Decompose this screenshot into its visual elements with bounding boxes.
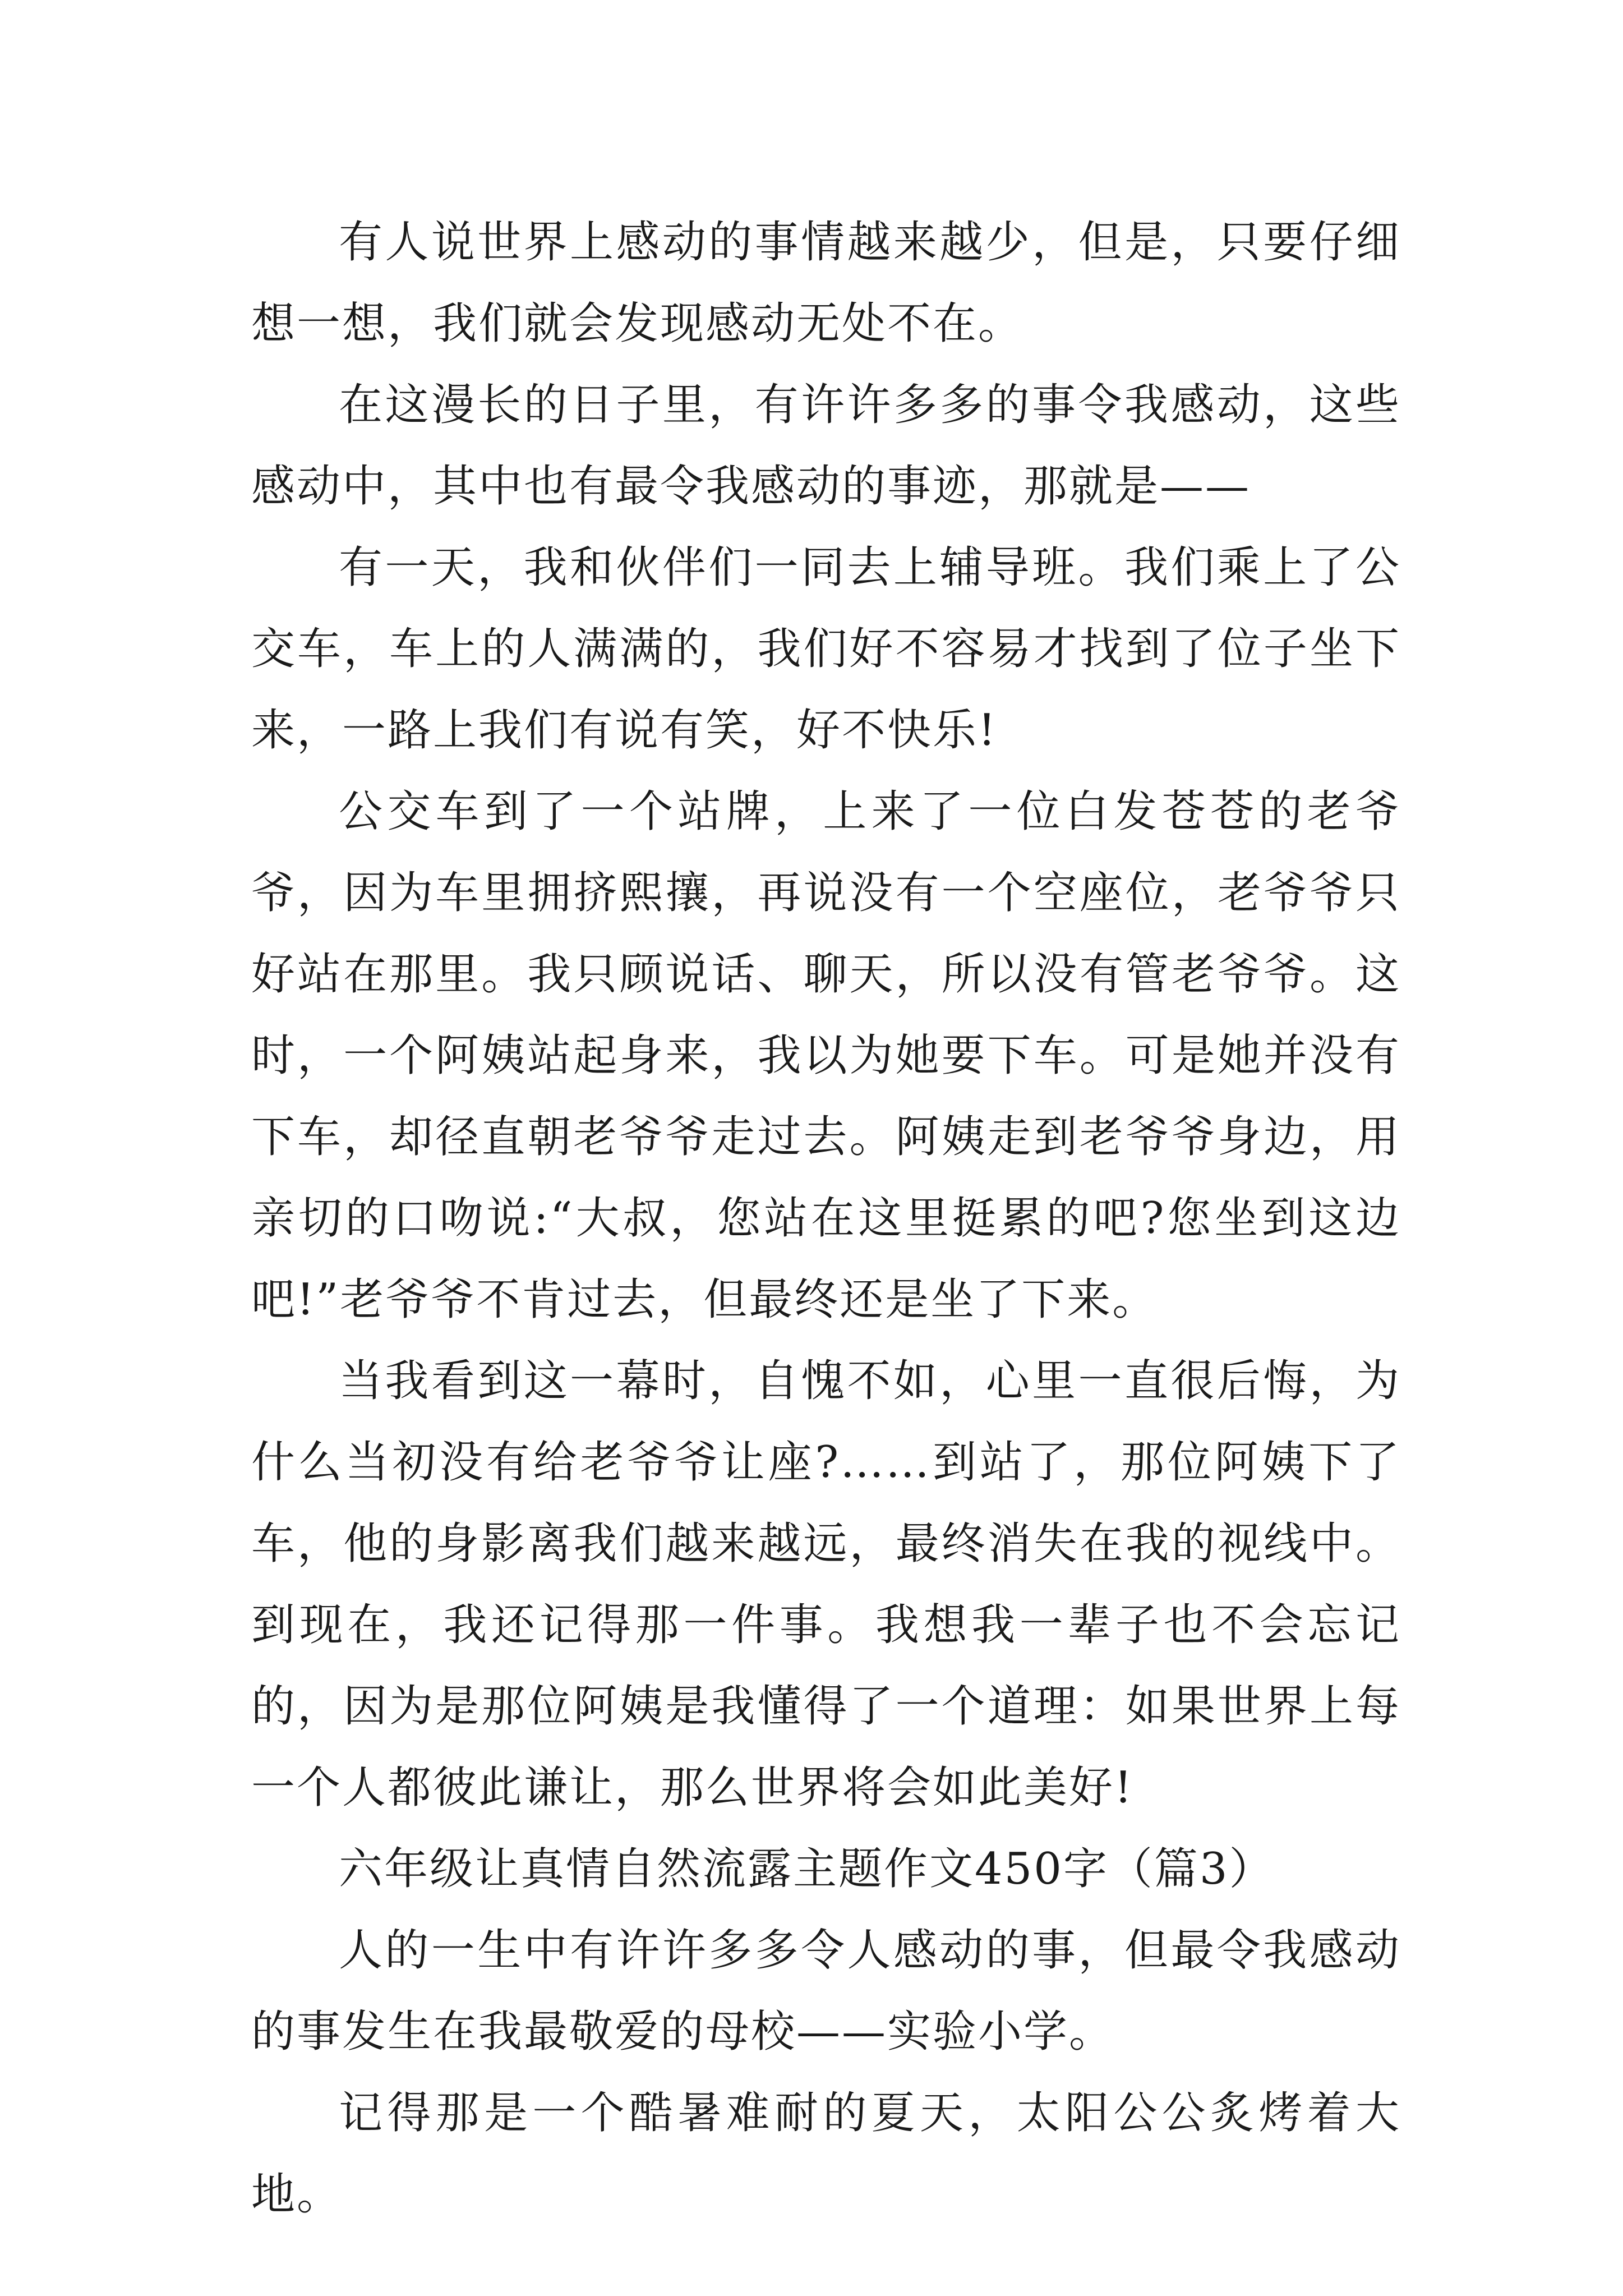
paragraph-7: 记得那是一个酷暑难耐的夏天，太阳公公炙烤着大地。 [251, 2088, 1401, 2220]
paragraph-6: 人的一生中有许许多多令人感动的事，但最令我感动的事发生在我最敬爱的母校——实验小学。 [251, 1925, 1401, 2057]
paragraph-3: 有一天，我和伙伴们一同去上辅导班。我们乘上了公交车，车上的人满满的，我们好不容易才找到了位子坐下来，一路上我们有说有笑，好不快乐! [251, 542, 1401, 756]
paragraph-4: 公交车到了一个站牌，上来了一位白发苍苍的老爷爷，因为车里拥挤熙攘，再说没有一个空座位，老爷爷只好站在那里。我只顾说话、聊天，所以没有管老爷爷。这时，一个阿姨站起身来，我以为她要下车。可是她并没有下车，却径直朝老爷爷走过去。阿姨走到老爷爷身边，用亲切的口吻说:“大叔，您站在这里挺累的吧?您坐到这边吧!”老爷爷不肯过去，但最终还是坐了下来。 [251, 786, 1401, 1325]
paragraph-1: 有人说世界上感动的事情越来越少，但是，只要仔细想一想，我们就会发现感动无处不在。 [251, 217, 1401, 349]
paragraph-2: 在这漫长的日子里，有许许多多的事令我感动，这些感动中，其中也有最令我感动的事迹，那就是—— [251, 380, 1401, 512]
document-body [251, 202, 1401, 2235]
paragraph-5: 当我看到这一幕时，自愧不如，心里一直很后悔，为什么当初没有给老爷爷让座?……到站了，那位阿姨下了车，他的身影离我们越来越远，最终消失在我的视线中。到现在，我还记得那一件事。我想我一辈子也不会忘记的，因为是那位阿姨是我懂得了一个道理：如果世界上每一个人都彼此谦让，那么世界将会如此美好! [251, 1356, 1401, 1813]
section-title: 六年级让真情自然流露主题作文450字（篇3） [339, 1844, 1275, 1894]
